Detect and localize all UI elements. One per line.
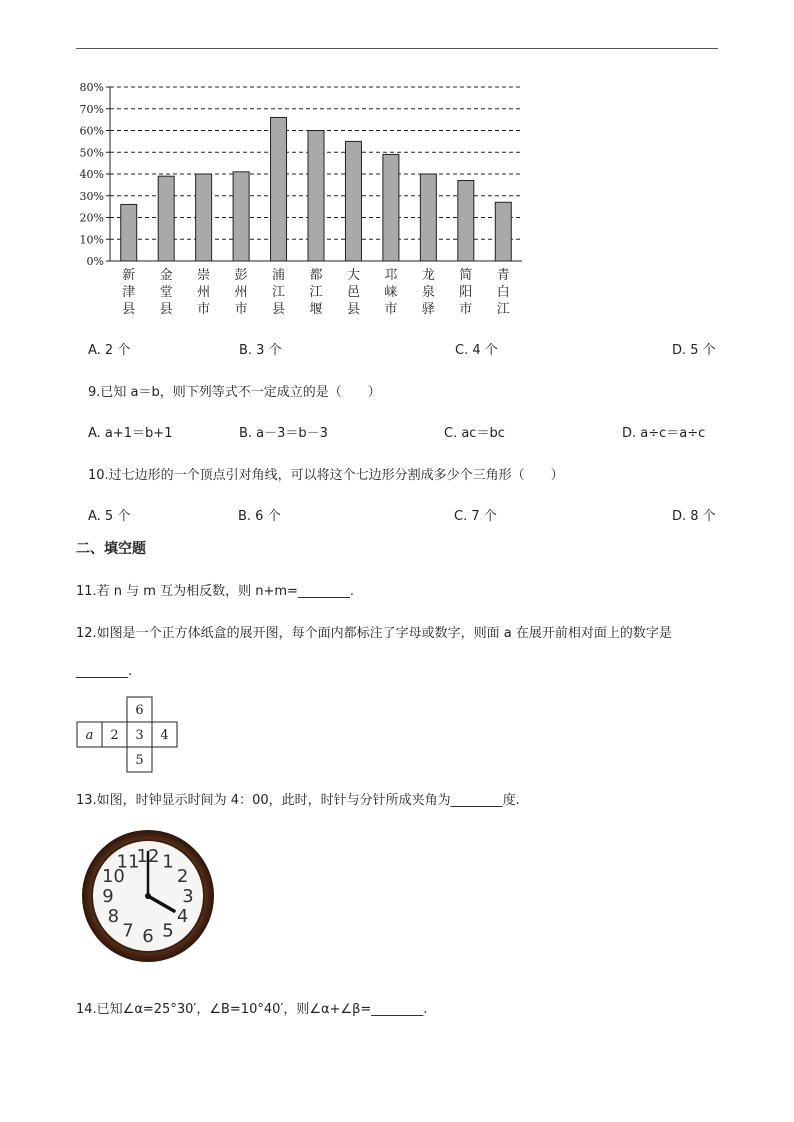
y-tick-label: 50%: [79, 146, 104, 160]
q9-option-d[interactable]: D. a÷c＝a÷c: [622, 426, 706, 441]
x-tick-label: 彭: [234, 268, 248, 283]
clock-number: 4: [176, 906, 189, 927]
bar: [420, 174, 436, 261]
y-tick-label: 80%: [79, 81, 104, 94]
clock-figure: [80, 828, 216, 964]
bar: [158, 176, 174, 261]
clock-number: 5: [162, 920, 174, 942]
y-tick-label: 70%: [79, 102, 104, 116]
bar: [383, 154, 399, 261]
clock-center: [145, 893, 151, 899]
q10-option-b[interactable]: B. 6 个: [238, 509, 281, 524]
x-tick-label: 都: [309, 268, 323, 283]
q10-option-d[interactable]: D. 8 个: [672, 509, 716, 524]
bar-chart: [70, 74, 530, 324]
x-tick-label: 浦: [272, 268, 286, 283]
q12-stem-line1: 12.如图是一个正方体纸盒的展开图，每个面内都标注了字母或数字，则面 a 在展开前相对面上的数字是: [76, 626, 672, 641]
bar: [308, 131, 324, 262]
y-tick-label: 10%: [79, 233, 104, 247]
q14-stem: 14.已知∠α=25°30′，∠B=10°40′，则∠α+∠β=________.: [76, 1002, 428, 1017]
clock-number: 6: [142, 926, 154, 947]
x-tick-label: 县: [272, 302, 286, 317]
y-tick-label: 30%: [79, 189, 104, 203]
x-tick-label: 县: [159, 302, 173, 317]
x-tick-label: 简: [459, 268, 473, 283]
x-tick-label: 崇: [197, 268, 211, 283]
q10-stem: 10.过七边形的一个顶点引对角线，可以将这个七边形分割成多少个三角形（ ）: [88, 468, 564, 483]
x-tick-label: 江: [272, 285, 286, 300]
net-label-3: 3: [135, 728, 144, 743]
x-tick-label: 龙: [421, 268, 435, 283]
q9-option-b[interactable]: B. a－3＝b－3: [239, 426, 328, 441]
net-label-4: 4: [160, 728, 169, 743]
net-label-top: 6: [135, 703, 144, 718]
q9-option-a[interactable]: A. a+1＝b+1: [88, 426, 173, 441]
x-tick-label: 青: [496, 268, 510, 283]
x-tick-label: 堰: [309, 302, 323, 317]
header-rule: [76, 48, 718, 49]
x-tick-label: 江: [309, 285, 323, 300]
q9-stem: 9.已知 a＝b，则下列等式不一定成立的是（ ）: [88, 385, 381, 400]
x-tick-label: 堂: [159, 285, 173, 300]
q8-option-d[interactable]: D. 5 个: [672, 343, 716, 358]
x-tick-label: 新: [122, 268, 136, 283]
net-label-a: a: [85, 728, 94, 743]
x-tick-label: 市: [384, 302, 398, 317]
clock-number: 1: [162, 851, 174, 873]
bar: [495, 202, 511, 261]
cube-net-figure: [76, 696, 182, 774]
bar: [233, 172, 249, 261]
x-tick-label: 白: [496, 285, 510, 300]
bar: [458, 181, 474, 261]
clock-number: 9: [102, 886, 114, 907]
q12-stem-line2: ________.: [76, 664, 133, 679]
x-tick-label: 邑: [346, 285, 360, 300]
y-tick-label: 20%: [79, 211, 104, 225]
x-tick-label: 州: [234, 285, 248, 300]
bar: [196, 174, 212, 261]
x-tick-label: 邛: [384, 268, 398, 283]
x-tick-label: 市: [459, 302, 473, 317]
q8-option-b[interactable]: B. 3 个: [239, 343, 282, 358]
clock-number: 10: [101, 866, 125, 887]
x-tick-label: 江: [496, 302, 510, 317]
x-tick-label: 县: [122, 302, 136, 317]
q9-option-c[interactable]: C. ac＝bc: [444, 426, 505, 441]
net-label-bottom: 5: [135, 753, 144, 768]
x-tick-label: 州: [197, 285, 211, 300]
clock-number: 11: [116, 851, 140, 873]
x-tick-label: 市: [197, 302, 211, 317]
net-label-2: 2: [110, 728, 119, 743]
x-tick-label: 崃: [384, 285, 398, 300]
x-tick-label: 驿: [421, 302, 435, 317]
x-tick-label: 市: [234, 302, 248, 317]
clock-number: 7: [122, 920, 134, 942]
q11-stem: 11.若 n 与 m 互为相反数，则 n+m=________.: [76, 584, 355, 599]
q8-option-a[interactable]: A. 2 个: [88, 343, 131, 358]
x-tick-label: 津: [122, 285, 136, 300]
y-tick-label: 40%: [79, 168, 104, 181]
section-title: 二、填空题: [76, 541, 146, 557]
bar: [271, 117, 287, 261]
clock-number: 8: [107, 906, 120, 927]
x-tick-label: 阳: [459, 285, 473, 300]
x-tick-label: 金: [159, 268, 173, 283]
x-tick-label: 泉: [421, 285, 435, 300]
clock-number: 12: [136, 846, 160, 867]
clock-number: 2: [176, 866, 189, 887]
q10-option-c[interactable]: C. 7 个: [454, 509, 497, 524]
q8-option-c[interactable]: C. 4 个: [455, 343, 498, 358]
x-tick-label: 县: [346, 302, 360, 317]
q13-stem: 13.如图，时钟显示时间为 4：00，此时，时针与分针所成夹角为________度.: [76, 793, 520, 808]
y-tick-label: 60%: [79, 124, 104, 138]
x-tick-label: 大: [346, 268, 360, 283]
clock-number: 3: [182, 886, 194, 907]
bar: [345, 141, 361, 261]
q10-option-a[interactable]: A. 5 个: [88, 509, 131, 524]
bar: [121, 204, 137, 261]
y-tick-label: 0%: [86, 255, 104, 268]
